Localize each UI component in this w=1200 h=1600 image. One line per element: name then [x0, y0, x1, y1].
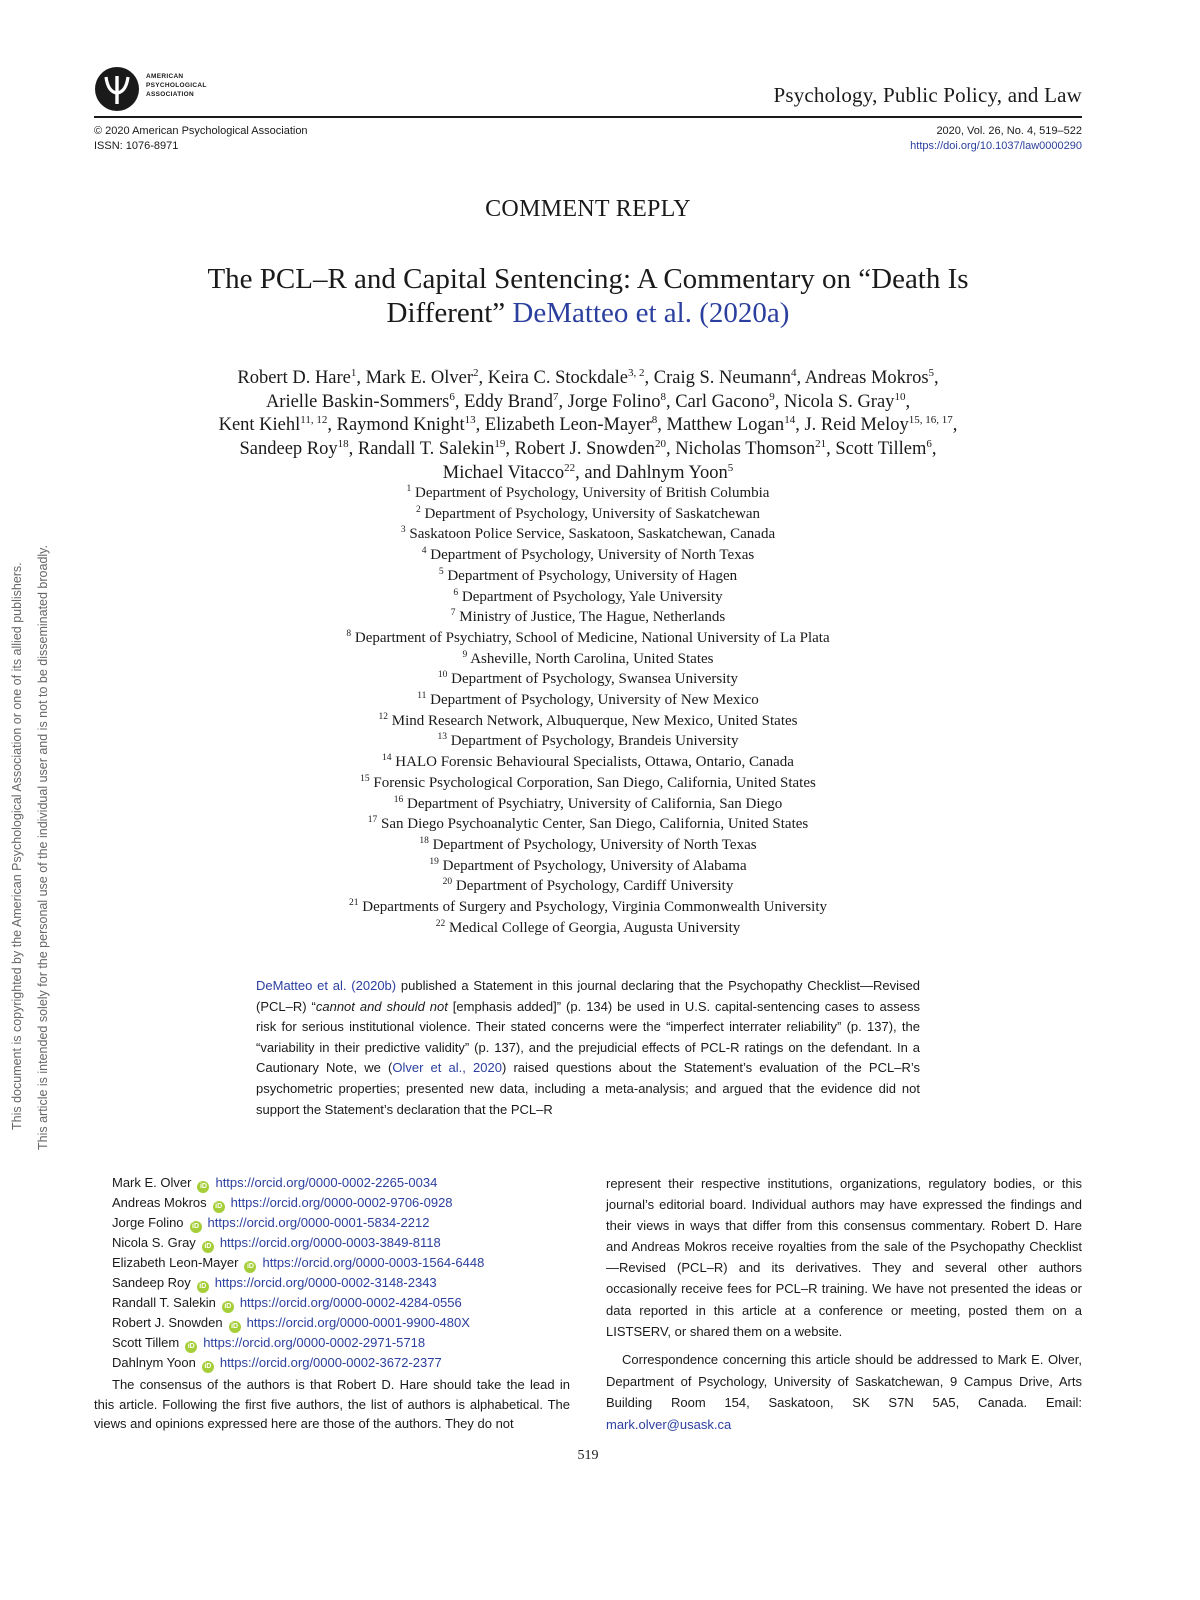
orcid-entry [112, 1353, 582, 1373]
author: J. Reid Meloy [804, 415, 909, 436]
page-number: 519 [577, 1448, 599, 1463]
affiliation-text: Department of Psychology, University of North Texas [432, 836, 757, 853]
orcid-author: Mark E. Olver [112, 1175, 192, 1190]
affiliation-num: 1 [406, 484, 412, 494]
affiliation-num: 6 [453, 587, 459, 598]
author-sup: 18 [337, 437, 349, 450]
orcid-link[interactable]: https://orcid.org/0000-0003-3849-8118 [219, 1235, 441, 1250]
affiliation-item [150, 607, 1026, 628]
affiliation-item [150, 876, 1026, 897]
affiliation-item [150, 731, 1026, 752]
author: Nicholas Thomson [675, 439, 816, 460]
author: Robert D. Hare [237, 368, 351, 388]
author-sup: 2 [473, 366, 479, 379]
watermark-line-1: This document is copyrighted by the American Psychological Association or one of its allied publishers. [10, 562, 24, 1130]
abstract-emphasis: cannot and should not [315, 998, 448, 1014]
affiliation-text: Department of Psychology, University of Saskatchewan [424, 505, 761, 522]
email-link[interactable]: mark.olver@usask.ca [606, 1416, 732, 1432]
orcid-entry [112, 1293, 582, 1313]
author: Randall T. Salekin [357, 439, 495, 460]
affiliation-text: Department of Psychiatry, School of Medicine, National University of La Plata [354, 629, 830, 646]
affiliation-num: 4 [421, 546, 427, 557]
author-sup: 6 [926, 437, 932, 450]
author: Sandeep Roy [239, 439, 338, 460]
logo-word-1: AMERICAN [146, 73, 184, 80]
author-sup: 14 [784, 414, 796, 427]
author: Carl Gacono [675, 391, 770, 412]
affiliation-text: Saskatoon Police Service, Saskatoon, Saskatchewan, Canada [409, 526, 776, 543]
copyright-text: © 2020 American Psychological Association [94, 125, 308, 137]
affiliation-item [150, 690, 1026, 711]
affiliation-num: 14 [382, 753, 392, 764]
orcid-link[interactable]: https://orcid.org/0000-0002-2971-5718 [203, 1335, 426, 1350]
author: Eddy Brand [464, 391, 554, 412]
affiliation-num: 15 [360, 773, 370, 784]
author-sup: 21 [815, 437, 827, 450]
logo-word-2: PSYCHOLOGICAL [146, 82, 207, 89]
affiliation-item [150, 524, 1026, 545]
orcid-entry [112, 1313, 582, 1333]
orcid-author: Nicola S. Gray [112, 1235, 196, 1250]
affiliation-item [150, 483, 1026, 504]
affiliation-text: San Diego Psychoanalytic Center, San Diego, California, United States [381, 816, 809, 833]
author-sup: 4 [790, 366, 797, 379]
author-sup: 8 [660, 390, 666, 403]
author-sup: 5 [727, 461, 734, 474]
author-sup: 3, 2 [628, 366, 645, 379]
author: Kent Kiehl [218, 415, 301, 436]
affiliation-item [150, 628, 1026, 649]
orcid-author: Dahlnym Yoon [112, 1355, 196, 1370]
affiliation-num: 19 [429, 856, 439, 867]
affiliation-num: 11 [417, 691, 427, 702]
affiliation-num: 18 [419, 835, 429, 846]
affiliation-num: 8 [346, 628, 352, 639]
orcid-icon: iD [197, 1281, 209, 1293]
affiliation-text: HALO Forensic Behavioural Specialists, Ottawa, Ontario, Canada [395, 754, 794, 771]
doi-link[interactable]: https://doi.org/10.1037/law0000290 [910, 140, 1082, 152]
author: Robert J. Snowden [514, 439, 655, 460]
header-rule [94, 116, 1082, 118]
abstract-citation-link-2[interactable]: Olver et al., 2020 [392, 1060, 502, 1076]
author: Scott Tillem [835, 439, 927, 460]
affiliation-num: 16 [393, 794, 404, 805]
affiliation-num: 12 [378, 711, 388, 722]
affiliation-text: Ministry of Justice, The Hague, Netherlands [459, 609, 726, 626]
author: Andreas Mokros [804, 368, 929, 388]
affiliation-text: Department of Psychology, University of North Texas [430, 547, 755, 564]
affiliation-text: Department of Psychology, University of Alabama [442, 857, 747, 874]
orcid-link[interactable]: https://orcid.org/0000-0001-5834-2212 [207, 1215, 430, 1230]
affiliation-item [150, 649, 1026, 670]
orcid-author: Elizabeth Leon-Mayer [112, 1255, 239, 1270]
orcid-icon: iD [185, 1341, 197, 1353]
orcid-entry [112, 1213, 582, 1233]
orcid-icon: iD [213, 1201, 225, 1213]
affiliation-item [150, 545, 1026, 566]
author: Arielle Baskin-Sommers [265, 391, 450, 412]
affiliation-num: 5 [438, 566, 444, 577]
affiliation-text: Department of Psychology, Swansea University [451, 671, 739, 688]
affiliation-text: Asheville, North Carolina, United States [470, 650, 714, 667]
affiliation-item [150, 587, 1026, 608]
author-sup: 15, 16, 17 [908, 414, 953, 427]
affiliation-item [150, 856, 1026, 877]
title-line-1: The PCL–R and Capital Sentencing: A Commentary on “Death Is [207, 263, 969, 295]
affiliation-text: Departments of Surgery and Psychology, Virginia Commonwealth University [362, 899, 827, 916]
apa-logo [94, 66, 226, 112]
orcid-icon: iD [244, 1261, 256, 1273]
orcid-author: Sandeep Roy [112, 1275, 191, 1290]
orcid-icon: iD [202, 1361, 214, 1373]
affiliation-text: Forensic Psychological Corporation, San Diego, California, United States [373, 774, 816, 791]
journal-name: Psychology, Public Policy, and Law [773, 83, 1082, 107]
orcid-list [112, 1173, 582, 1373]
affiliation-num: 22 [435, 918, 446, 929]
affiliation-text: Medical College of Georgia, Augusta University [448, 919, 741, 936]
title-citation-link[interactable]: DeMatteo et al. (2020a) [512, 297, 790, 329]
affiliation-num: 13 [437, 732, 447, 743]
author-sup: 6 [449, 390, 455, 403]
author-sup: 9 [769, 390, 775, 403]
affiliation-list [150, 483, 1026, 938]
orcid-entry [112, 1233, 582, 1253]
author-sup: 10 [894, 390, 906, 403]
orcid-author: Robert J. Snowden [112, 1315, 223, 1330]
orcid-entry [112, 1173, 582, 1193]
affiliation-num: 20 [442, 877, 453, 888]
affiliation-item [150, 814, 1026, 835]
orcid-icon: iD [202, 1241, 214, 1253]
logo-word-3: ASSOCIATION [146, 91, 194, 98]
author: Jorge Folino [567, 391, 661, 412]
orcid-link[interactable]: https://orcid.org/0000-0002-3672-2377 [219, 1355, 442, 1370]
affiliation-text: Department of Psychiatry, University of California, San Diego [407, 795, 783, 812]
orcid-icon: iD [222, 1301, 234, 1313]
orcid-icon: iD [190, 1221, 202, 1233]
affiliation-text: Department of Psychology, University of Hagen [447, 567, 738, 584]
affiliation-text: Department of Psychology, Yale University [461, 588, 723, 605]
affiliation-text: Mind Research Network, Albuquerque, New Mexico, United States [391, 712, 798, 729]
author-sup: 19 [494, 437, 506, 450]
watermark-line-2: This article is intended solely for the personal use of the individual user and is not to be disseminated broadly. [36, 545, 50, 1150]
affiliation-num: 3 [400, 525, 406, 536]
orcid-author: Randall T. Salekin [112, 1295, 216, 1310]
author: Michael Vitacco [442, 462, 565, 483]
abstract-text-2: [emphasis added]” (p. 134) be used in U.S. capital-sentencing cases to assess risk for serious institutional violence. Their stated concerns were the “imperfect interrater reliability” (p. 137), the “variability in their predictive validity” (p. 137), and the prejudicial effects of PCL-R ratings on the defendant. In a Cautionary Note, we ( [256, 998, 920, 1076]
orcid-link[interactable]: https://orcid.org/0000-0002-9706-0928 [230, 1195, 453, 1210]
affiliation-item [150, 918, 1026, 939]
orcid-link[interactable]: https://orcid.org/0000-0003-1564-6448 [262, 1255, 485, 1270]
issn-text: ISSN: 1076-8971 [94, 140, 179, 152]
author-sup: 22 [564, 461, 576, 474]
orcid-link[interactable]: https://orcid.org/0000-0002-3148-2343 [214, 1275, 437, 1290]
affiliation-num: 17 [367, 815, 378, 826]
affiliation-item [150, 566, 1026, 587]
affiliation-num: 10 [437, 670, 448, 681]
affiliation-num: 21 [349, 898, 359, 909]
abstract-citation-link-1[interactable]: DeMatteo et al. (2020b) [256, 978, 397, 993]
author: Keira C. Stockdale [487, 368, 629, 388]
orcid-link[interactable]: https://orcid.org/0000-0002-2265-0034 [215, 1175, 438, 1190]
author-sup: 13 [464, 414, 476, 427]
orcid-entry [112, 1253, 582, 1273]
affiliation-num: 7 [450, 608, 456, 619]
disclosure-footnote: represent their respective institutions, organizations, regulatory bodies, or this journal’s editorial board. Individual authors may have expressed the findings and their views in ways that differ from this consensus commentary. Robert D. Hare and Andreas Mokros receive royalties from the sale of the Psychopathy Checklist—Revised (PCL–R) and its derivatives. They and several other authors occasionally receive fees for PCL–R training. We have not presented the ideas or data reported in this article at a conference or meeting, posted them on a LISTSERV, or shared them on a website. [606, 1176, 1082, 1339]
copyright-watermark [0, 0, 60, 1600]
author-sup: 1 [350, 366, 357, 379]
affiliation-text: Department of Psychology, University of British Columbia [415, 485, 770, 501]
consensus-footnote: The consensus of the authors is that Robert D. Hare should take the lead in this article. Following the first five authors, the list of authors is alphabetical. The views and opinions expressed here are those of the authors. They do not [94, 1377, 570, 1432]
orcid-link[interactable]: https://orcid.org/0000-0001-9900-480X [246, 1315, 470, 1330]
apa-psi-icon [94, 66, 140, 112]
affiliation-item [150, 773, 1026, 794]
affiliation-item [150, 835, 1026, 856]
author-list: Robert D. Hare$^1$, Mark E. Olver$^2$, Keira C. Stockdale$^{3, 2}$, Craig S. Neumann$^4$, Andreas Mokros$^5$, Arielle Baskin-Sommers$^6$, Eddy Brand$^7$, Jorge Folino$^8$, Carl Gacono$^9$, Nicola S. Gray$^{10}$, Kent Kiehl$^{11, 12}$, Raymond Knight$^{13}$, Elizabeth Leon-Mayer$^8$, Matthew Logan$^{14}$, J. Reid Meloy$^{15, 16, 17}$, Sandeep Roy$^{18}$, Randall T. Salekin$^{19}$, Robert J. Snowden$^{20}$, Nicholas Thomson$^{21}$, Scott Tillem$^6$, Michael Vitacco$^{22}$, and Dahlnym Yoon$^5$ [218, 366, 958, 483]
author: Mark E. Olver [365, 368, 474, 388]
article-title [140, 262, 1036, 330]
abstract-text-1: published a Statement in this journal declaring that the Psychopathy Checklist—Revised (PCL–R) “ [256, 978, 920, 1014]
author-conjunction: and [584, 462, 612, 483]
orcid-author: Scott Tillem [112, 1335, 180, 1350]
affiliation-item [150, 711, 1026, 732]
citation-block [910, 124, 1082, 154]
orcid-author: Jorge Folino [112, 1215, 184, 1230]
orcid-link[interactable]: https://orcid.org/0000-0002-4284-0556 [239, 1295, 462, 1310]
copyright-block [94, 124, 308, 154]
author: Elizabeth Leon-Mayer [484, 415, 652, 436]
affiliation-text: Department of Psychology, Cardiff University [455, 878, 734, 895]
title-line-2: Different” [386, 297, 506, 329]
affiliation-item [150, 897, 1026, 918]
author-sup: 8 [651, 414, 658, 427]
affiliation-text: Department of Psychology, University of New Mexico [430, 692, 759, 709]
orcid-icon: iD [229, 1321, 241, 1333]
affiliation-num: 2 [415, 504, 421, 515]
orcid-entry [112, 1193, 582, 1213]
abstract-text-3: ) raised questions about the Statement’s evaluation of the PCL–R’s psychometric properties; presented new data, including a meta-analysis; and argued that the evidence did not support the Statement’s declaration that the PCL–R [256, 1060, 920, 1117]
author: Raymond Knight [336, 415, 465, 436]
affiliation-item [150, 504, 1026, 525]
author: Dahlnym Yoon [615, 462, 728, 483]
affiliation-text: Department of Psychology, Brandeis University [450, 733, 739, 750]
author: Nicola S. Gray [783, 391, 895, 412]
author: Matthew Logan [666, 415, 785, 436]
orcid-entry [112, 1333, 582, 1353]
orcid-author: Andreas Mokros [112, 1195, 207, 1210]
orcid-entry [112, 1273, 582, 1293]
author-sup: 11, 12 [300, 414, 328, 427]
affiliation-item [150, 752, 1026, 773]
article-type: COMMENT REPLY [485, 196, 691, 222]
correspondence-footnote [606, 1349, 1082, 1435]
orcid-icon: iD [197, 1181, 209, 1193]
author-sup: 20 [654, 437, 666, 450]
author: Craig S. Neumann [653, 368, 791, 388]
correspondence-text: Correspondence concerning this article should be addressed to Mark E. Olver, Department of Psychology, University of Saskatchewan, 9 Campus Drive, Arts Building Room 154, Saskatoon, SK S7N 5A5, Canada. Email: [606, 1352, 1082, 1410]
affiliation-item [150, 669, 1026, 690]
author-sup: 5 [928, 366, 935, 379]
volume-info: 2020, Vol. 26, No. 4, 519–522 [936, 125, 1082, 137]
affiliation-item [150, 794, 1026, 815]
abstract [256, 976, 920, 1120]
author-sup: 7 [553, 390, 559, 403]
affiliation-num: 9 [462, 649, 468, 660]
